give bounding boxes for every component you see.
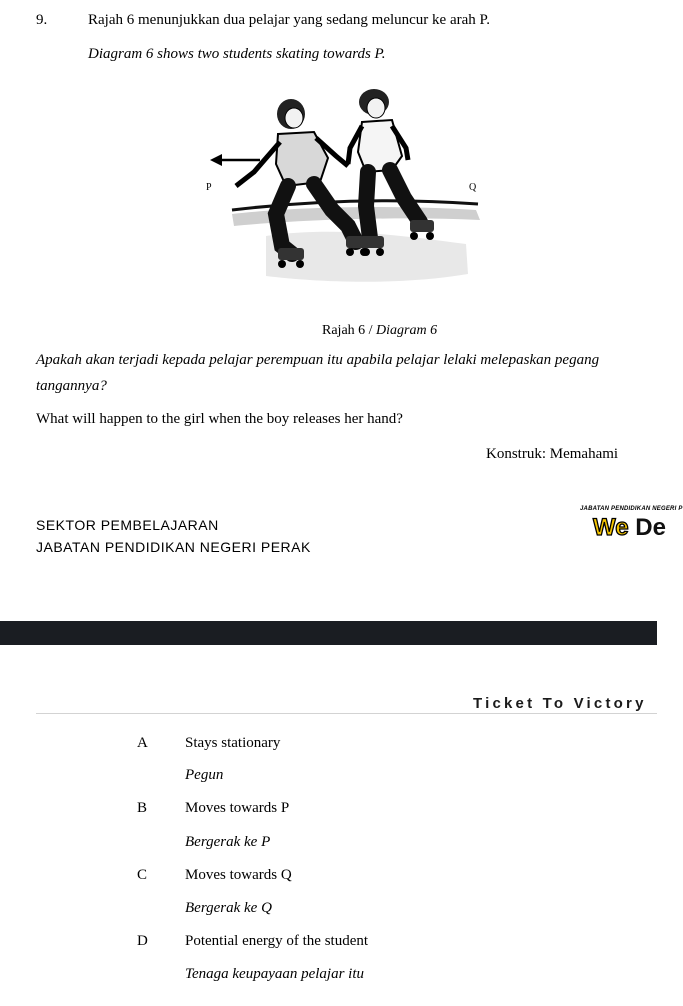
footer-department: JABATAN PENDIDIKAN NEGERI PERAK [36,539,311,555]
option-a-english: Stays stationary [185,735,281,751]
logo-wordmark: We De [593,514,666,541]
skating-illustration [196,86,506,296]
label-q: Q [469,182,477,193]
option-c-letter: C [137,867,148,883]
option-b-letter: B [137,800,148,816]
option-c-english: Moves towards Q [185,867,292,883]
construct-label: Konstruk: Memahami [486,446,619,462]
option-b-english: Moves towards P [185,800,290,816]
question-malay-line1: Apakah akan terjadi kepada pelajar perempuan itu apabila pelajar lelaki melepaskan pegang [36,352,600,368]
girl-figure [348,89,434,256]
footer-sector: SEKTOR PEMBELAJARAN [36,517,219,533]
logo-caption: JABATAN PENDIDIKAN NEGERI P [580,506,683,512]
option-a-letter: A [137,735,148,751]
department-logo [570,506,683,546]
label-p: P [206,182,212,193]
figure-caption: Rajah 6 / Diagram 6 [322,323,438,338]
question-stem-english: Diagram 6 shows two students skating towards P. [88,46,386,62]
option-d-letter: D [137,933,148,949]
header-rule [36,713,657,714]
question-number: 9. [36,12,48,28]
option-d-english: Potential energy of the student [185,933,369,949]
option-b-malay: Bergerak ke P [185,834,271,850]
option-a-malay: Pegun [185,767,224,783]
option-c-malay: Bergerak ke Q [185,900,272,916]
question-malay-line2: tangannya? [36,378,107,394]
skating-students-figure [196,86,506,296]
question-english: What will happen to the girl when the boy releases her hand? [36,411,403,427]
question-stem-malay: Rajah 6 menunjukkan dua pelajar yang sedang meluncur ke arah P. [88,12,490,28]
option-d-malay: Tenaga keupayaan pelajar itu [185,966,365,982]
page-divider-band [0,621,657,645]
ticket-to-victory-header: Ticket To Victory [473,695,647,712]
